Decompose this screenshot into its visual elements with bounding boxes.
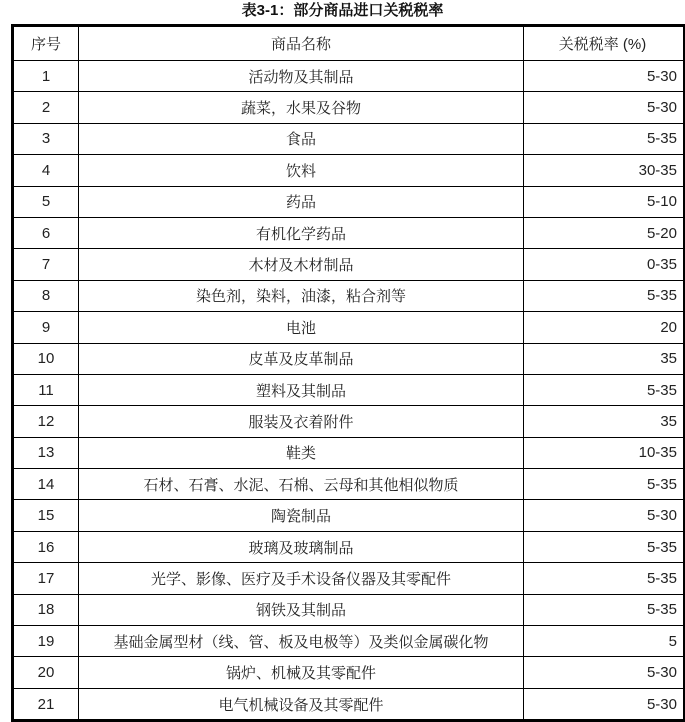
cell-no: 21 (13, 688, 79, 720)
table-row (13, 469, 685, 500)
cell-rate: 5-20 (524, 217, 685, 248)
header-no: 序号 (13, 26, 79, 61)
cell-no: 14 (13, 469, 79, 500)
table-row (13, 374, 685, 405)
table-row (13, 594, 685, 625)
cell-name: 陶瓷制品 (79, 500, 524, 531)
cell-no: 4 (13, 155, 79, 186)
cell-rate: 5-35 (524, 374, 685, 405)
cell-rate: 5-35 (524, 531, 685, 562)
table-row (13, 249, 685, 280)
cell-rate: 5-10 (524, 186, 685, 217)
table-row (13, 531, 685, 562)
cell-name: 皮革及皮革制品 (79, 343, 524, 374)
table-row (13, 343, 685, 374)
cell-rate: 10-35 (524, 437, 685, 468)
cell-rate: 5-30 (524, 688, 685, 720)
cell-rate: 35 (524, 343, 685, 374)
tariff-table (11, 24, 685, 722)
cell-name: 服装及衣着附件 (79, 406, 524, 437)
cell-no: 10 (13, 343, 79, 374)
cell-no: 5 (13, 186, 79, 217)
table-title: 表3-1：部分商品进口关税税率 (241, 2, 444, 19)
cell-name: 塑料及其制品 (79, 374, 524, 405)
cell-no: 9 (13, 312, 79, 343)
cell-name: 电池 (79, 312, 524, 343)
cell-name: 光学、影像、医疗及手术设备仪器及其零配件 (79, 563, 524, 594)
table-row (13, 155, 685, 186)
cell-name: 石材、石膏、水泥、石棉、云母和其他相似物质 (79, 469, 524, 500)
table-row (13, 280, 685, 311)
cell-name: 锅炉、机械及其零配件 (79, 657, 524, 688)
cell-rate: 5 (524, 626, 685, 657)
table-row (13, 626, 685, 657)
cell-rate: 5-35 (524, 563, 685, 594)
cell-no: 16 (13, 531, 79, 562)
cell-name: 木材及木材制品 (79, 249, 524, 280)
cell-name: 电气机械设备及其零配件 (79, 688, 524, 720)
table-row (13, 563, 685, 594)
cell-rate: 5-35 (524, 123, 685, 154)
table-row (13, 500, 685, 531)
cell-name: 鞋类 (79, 437, 524, 468)
cell-name: 蔬菜，水果及谷物 (79, 92, 524, 123)
cell-name: 有机化学药品 (79, 217, 524, 248)
cell-rate: 5-30 (524, 500, 685, 531)
cell-rate: 5-30 (524, 657, 685, 688)
cell-name: 食品 (79, 123, 524, 154)
table-row (13, 406, 685, 437)
cell-name: 钢铁及其制品 (79, 594, 524, 625)
cell-no: 13 (13, 437, 79, 468)
cell-rate: 5-30 (524, 61, 685, 92)
cell-no: 20 (13, 657, 79, 688)
cell-no: 6 (13, 217, 79, 248)
cell-rate: 5-35 (524, 280, 685, 311)
table-row (13, 312, 685, 343)
cell-no: 17 (13, 563, 79, 594)
header-row (13, 26, 685, 61)
cell-rate: 5-35 (524, 469, 685, 500)
cell-rate: 35 (524, 406, 685, 437)
cell-no: 12 (13, 406, 79, 437)
cell-rate: 20 (524, 312, 685, 343)
cell-name: 基础金属型材（线、管、板及电极等）及类似金属碳化物 (79, 626, 524, 657)
cell-name: 玻璃及玻璃制品 (79, 531, 524, 562)
cell-rate: 5-35 (524, 594, 685, 625)
cell-no: 11 (13, 374, 79, 405)
cell-rate: 5-30 (524, 92, 685, 123)
table-row (13, 92, 685, 123)
cell-no: 8 (13, 280, 79, 311)
table-row (13, 217, 685, 248)
cell-no: 3 (13, 123, 79, 154)
table-row (13, 688, 685, 720)
cell-no: 1 (13, 61, 79, 92)
table-row (13, 657, 685, 688)
table-row (13, 186, 685, 217)
cell-no: 18 (13, 594, 79, 625)
cell-name: 药品 (79, 186, 524, 217)
cell-no: 7 (13, 249, 79, 280)
cell-name: 活动物及其制品 (79, 61, 524, 92)
cell-no: 19 (13, 626, 79, 657)
header-name: 商品名称 (79, 26, 524, 61)
cell-rate: 30-35 (524, 155, 685, 186)
cell-name: 饮料 (79, 155, 524, 186)
cell-no: 15 (13, 500, 79, 531)
cell-no: 2 (13, 92, 79, 123)
header-rate: 关税税率 (%) (524, 26, 685, 61)
cell-rate: 0-35 (524, 249, 685, 280)
table-row (13, 437, 685, 468)
cell-name: 染色剂，染料，油漆，粘合剂等 (79, 280, 524, 311)
table-row (13, 61, 685, 92)
table-row (13, 123, 685, 154)
